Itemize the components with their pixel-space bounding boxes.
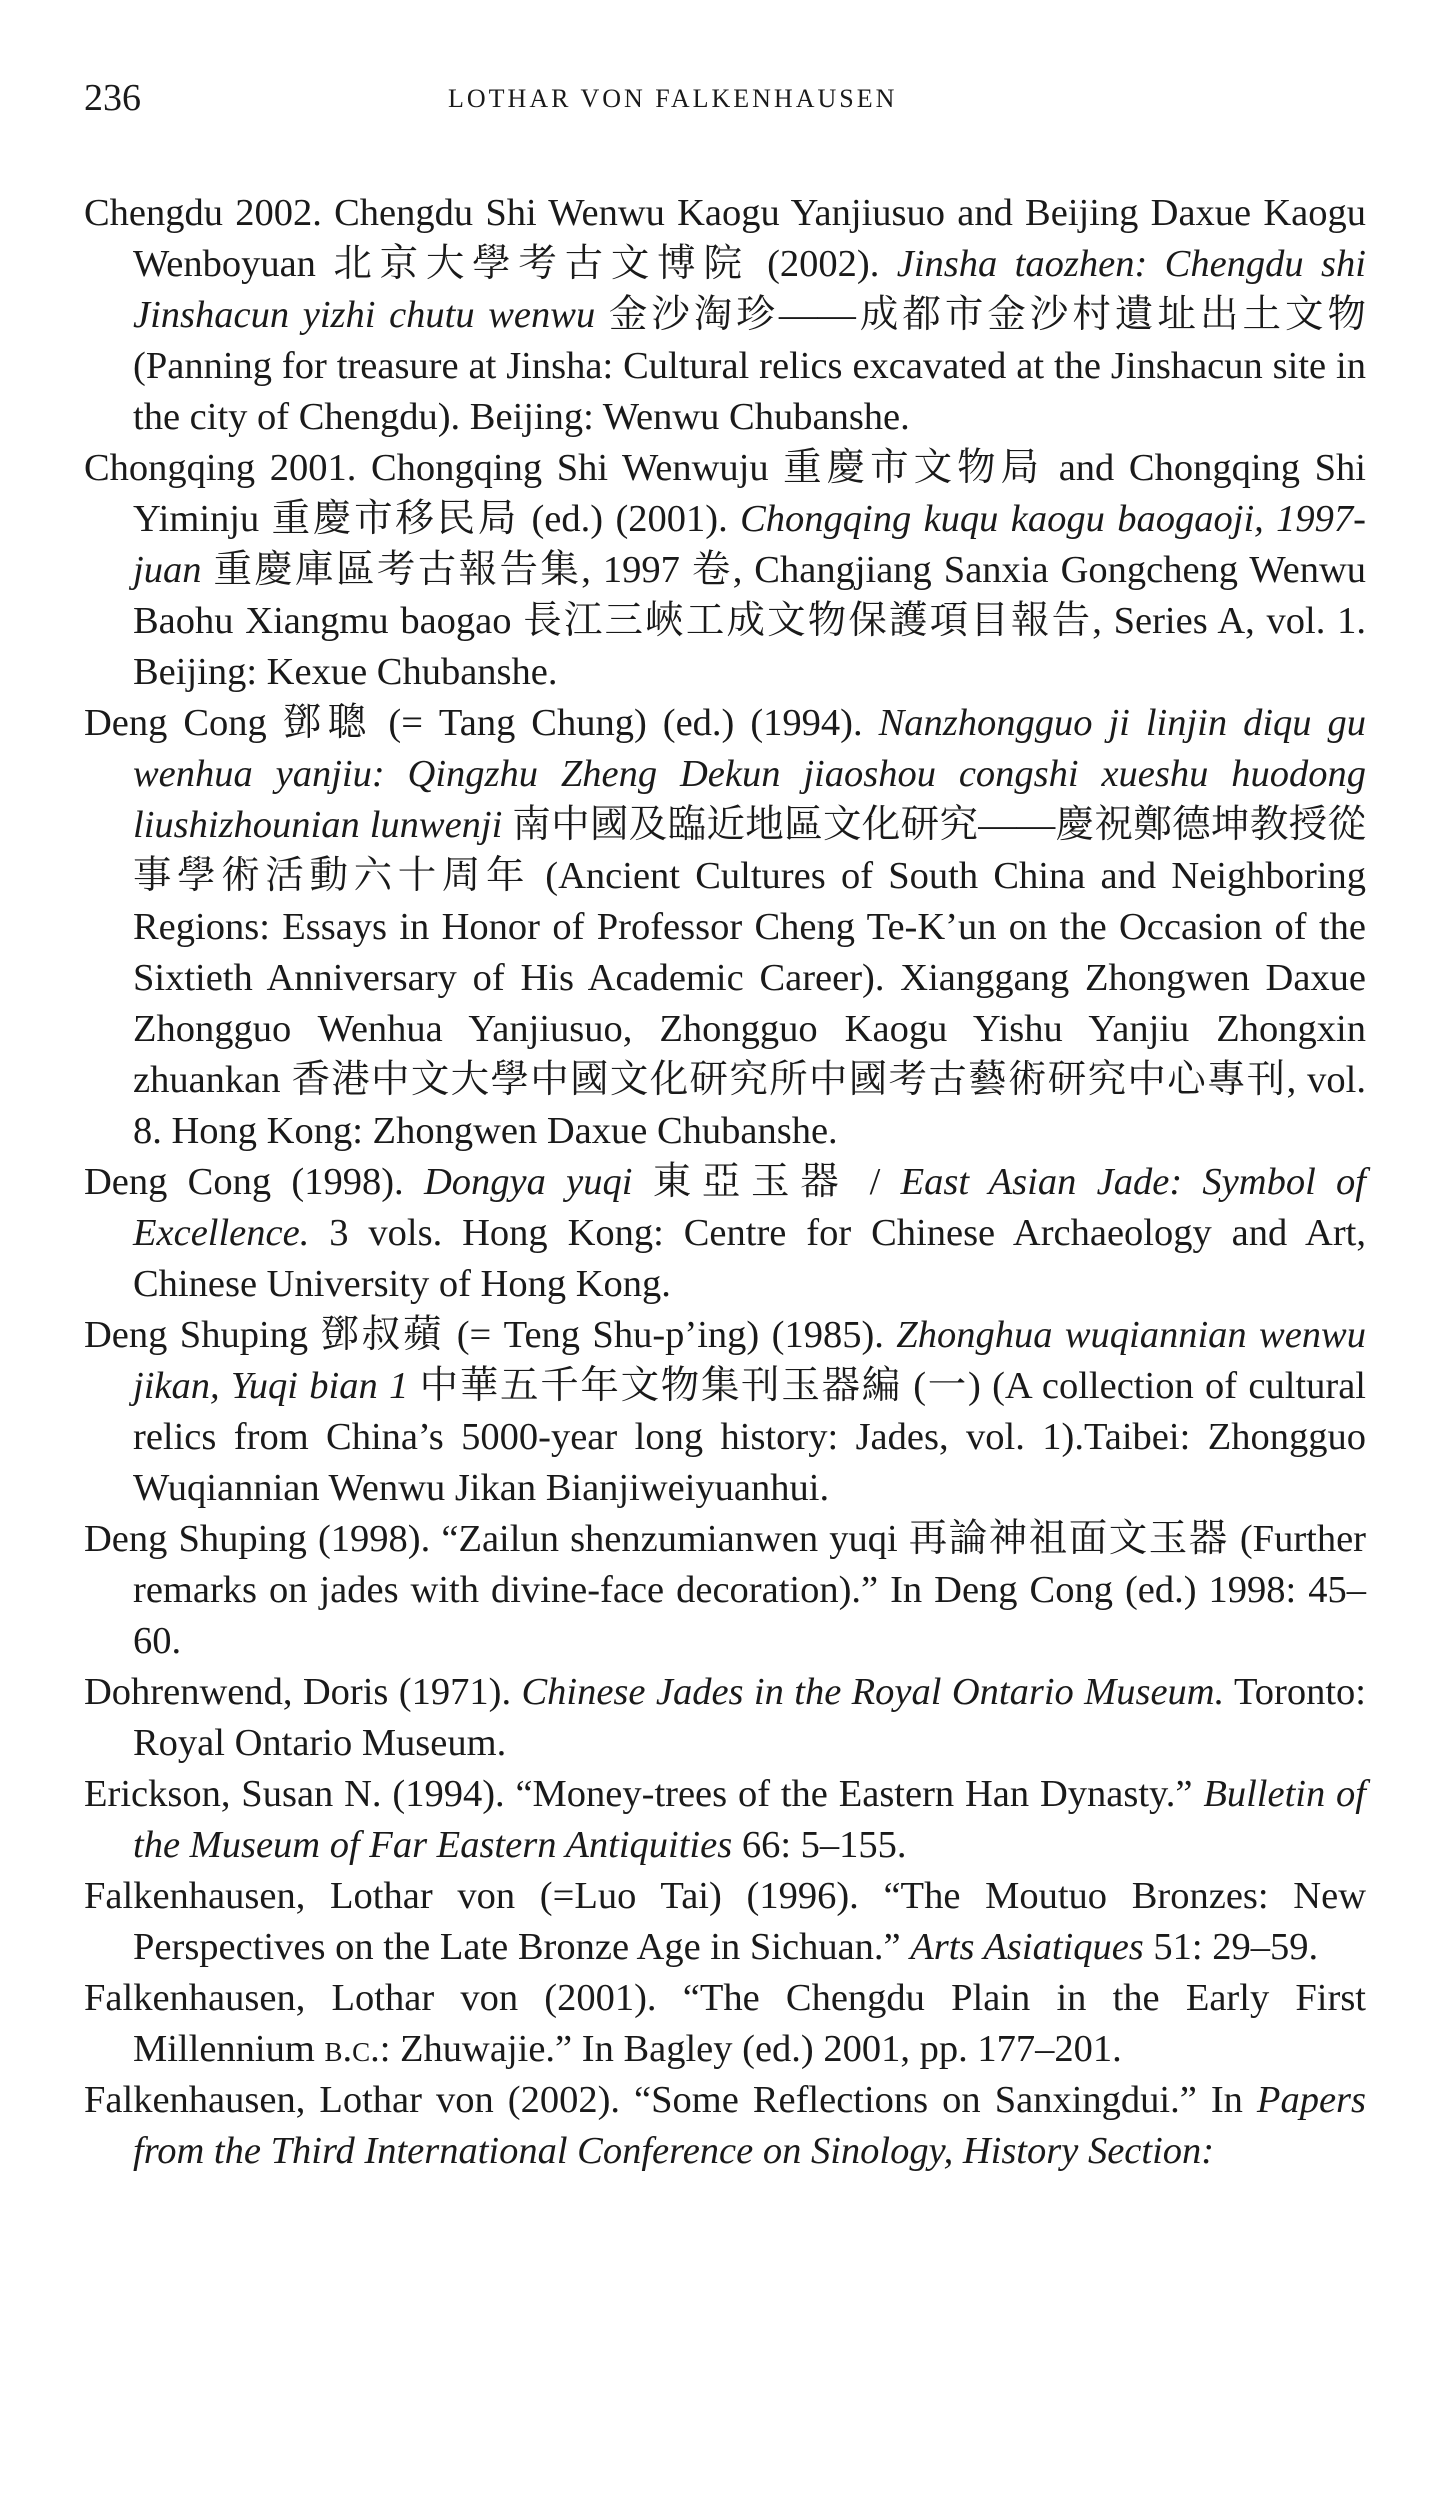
reference-title: Nanzhongguo ji linjin diqu gu wenhua yanjiu: Qingzhu Zheng Dekun jiaoshou congshi xueshu huodong liushizhounian lunwenji [133,702,1366,846]
reference-title: Chinese Jades in the Royal Ontario Museum. [521,1671,1225,1713]
reference-text: Deng Cong (1998). [84,1161,424,1203]
reference-text: Deng Shuping 鄧叔蘋 (= Teng Shu-p’ing) (1985). [84,1314,897,1356]
reference-text: : Zhuwajie.” In Bagley (ed.) 2001, pp. 177–201. [379,2028,1122,2070]
reference-entry [84,1871,1366,1973]
reference-entry [84,1514,1366,1667]
reference-text: 重慶庫區考古報告集, 1997 卷, Changjiang Sanxia Gongcheng Wenwu Baohu Xiangmu baogao 長江三峽工成文物保護項目報告, Series A, vol. 1. Beijing: Kexue Chubanshe. [133,549,1366,693]
reference-text: Falkenhausen, Lothar von (=Luo Tai) (1996). “The Moutuo Bronzes: New Perspectives on the Late Bronze Age in Sichuan.” [84,1875,1366,1968]
reference-text: 東亞玉器 / [632,1161,901,1203]
reference-entry [84,1157,1366,1310]
reference-entry [84,1667,1366,1769]
reference-entry [84,2075,1366,2177]
reference-text: Chongqing 2001. Chongqing Shi Wenwuju 重慶市文物局 and Chongqing Shi Yiminju 重慶市移民局 (ed.) (2001). [84,447,1366,540]
reference-text: Deng Shuping (1998). “Zailun shenzumianwen yuqi 再論神祖面文玉器 (Further remarks on jades with divine-face decoration).” In Deng Cong (ed.) 1998: 45–60. [84,1518,1366,1662]
reference-text: Deng Cong 鄧聰 (= Tang Chung) (ed.) (1994). [84,702,879,744]
reference-text: Toronto: Royal Ontario Museum. [133,1671,1366,1764]
page-number: 236 [84,77,141,119]
reference-entry [84,698,1366,1157]
reference-text: b.c. [324,2028,380,2070]
reference-title: Papers from the Third International Conference on Sinology, History Section: [133,2079,1366,2172]
running-head: LOTHAR VON FALKENHAUSEN [448,84,898,113]
reference-text: 南中國及臨近地區文化研究——慶祝鄭德坤教授從事學術活動六十周年 (Ancient Cultures of South China and Neighboring Regions: Essays in Honor of Professor Cheng Te-K’un on the Occasion of the Sixtieth Anniversary of His Academic Career). Xianggang Zhongwen Daxue Zhongguo Wenhua Yanjiusuo, Zhongguo Kaogu Yishu Yanjiu Zhongxin zhuankan 香港中文大學中國文化研究所中國考古藝術研究中心專刊, vol. 8. Hong Kong: Zhongwen Daxue Chubanshe. [133,804,1366,1152]
reference-title: Chongqing kuqu kaogu baogaoji, 1997-juan [133,498,1366,591]
reference-text: Dohrenwend, Doris (1971). [84,1671,522,1713]
reference-entry [84,1310,1366,1514]
reference-text: 3 vols. Hong Kong: Centre for Chinese Archaeology and Art, Chinese University of Hong Kong. [133,1212,1366,1305]
reference-entry [84,188,1366,443]
reference-text: Falkenhausen, Lothar von (2002). “Some Reflections on Sanxingdui.” In [84,2079,1257,2121]
reference-text: 51: 29–59. [1143,1926,1319,1968]
reference-title: Dongya yuqi [423,1161,633,1203]
reference-text: 66: 5–155. [732,1824,907,1866]
reference-text: Chengdu 2002. Chengdu Shi Wenwu Kaogu Yanjiusuo and Beijing Daxue Kaogu Wenboyuan 北京大學考古文博院 (2002). [84,192,1366,285]
reference-title: Jinsha taozhen: Chengdu shi Jinshacun yizhi chutu wenwu [133,243,1366,336]
reference-list [84,188,1366,2177]
reference-text: Falkenhausen, Lothar von (2001). “The Chengdu Plain in the Early First Millennium [84,1977,1366,2070]
page-header [84,76,1358,126]
reference-title: East Asian Jade: Symbol of Excellence. [133,1161,1366,1254]
reference-text: 中華五千年文物集刊玉器編 (一) (A collection of cultural relics from China’s 5000-year long history: Jades, vol. 1).Taibei: Zhongguo Wuqiannian Wenwu Jikan Bianjiweiyuanhui. [133,1365,1366,1509]
reference-entry [84,443,1366,698]
reference-text: 金沙淘珍——成都市金沙村遺址出土文物 (Panning for treasure at Jinsha: Cultural relics excavated at the Jinshacun site in the city of Chengdu). Beijing: Wenwu Chubanshe. [133,294,1366,438]
reference-entry [84,1769,1366,1871]
reference-text: Erickson, Susan N. (1994). “Money-trees of the Eastern Han Dynasty.” [84,1773,1204,1815]
reference-title: Bulletin of the Museum of Far Eastern Antiquities [133,1773,1366,1866]
reference-title: Zhonghua wuqiannian wenwu jikan, Yuqi bian 1 [133,1314,1366,1407]
reference-entry [84,1973,1366,2075]
reference-title: Arts Asiatiques [910,1926,1144,1968]
